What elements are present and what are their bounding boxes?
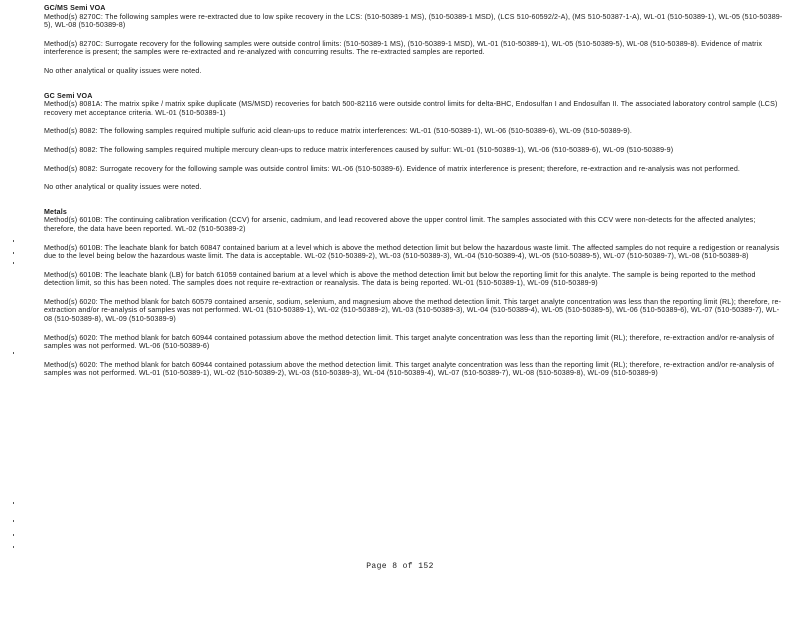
paragraph: No other analytical or quality issues were noted. bbox=[44, 183, 202, 192]
margin-mark bbox=[13, 520, 14, 522]
paragraph: Method(s) 8081A: The matrix spike / matrix spike duplicate (MS/MSD) recoveries for batch 500-82116 were outside control limits for delta-BHC, Endosulfan I and Endosulfan II. The associated laboratory control sample (LCS) recovery met acceptance criteria. WL-01 (510-50389-1) bbox=[44, 100, 778, 117]
section-gcms-semi-voa bbox=[44, 4, 784, 76]
margin-mark bbox=[13, 352, 14, 354]
paragraph: Method(s) 8082: The following samples required multiple mercury clean-ups to reduce matrix interferences caused by sulfur: WL-01 (510-50389-1), WL-06 (510-50389-6), WL-09 (510-50389-9) bbox=[44, 145, 674, 154]
paragraph: Method(s) 6020: The method blank for batch 60579 contained arsenic, sodium, selenium, and magnesium above the method detection limit. This target analyte concentration was less than the reporting limit (RL); therefore, re-extraction and/or re-analysis of samples was not performed. WL-01 (510-50389-1), WL-02 (510-50389-2), WL-03 (510-50389-3), WL-04 (510-50389-4), WL-05 (510-50389-5), WL-06 (510-50389-6), WL-07 (510-50389-7), WL-08 (510-50389-8), WL-09 (510-50389-9) bbox=[44, 297, 782, 324]
paragraph: Method(s) 8082: Surrogate recovery for the following sample was outside control limits: WL-06 (510-50389-6). Evidence of matrix interference is present; therefore, re-extraction and re-analysis was not performed. bbox=[44, 164, 741, 173]
paragraph: Method(s) 6010B: The continuing calibration verification (CCV) for arsenic, cadmium, and lead recovered above the upper control limit. The samples associated with this CCV were non-detects for the affected analytes; therefore, the data have been reported. WL-02 (510-50389-2) bbox=[44, 216, 756, 233]
margin-mark bbox=[13, 252, 14, 254]
margin-mark bbox=[13, 502, 14, 504]
paragraph: Method(s) 6010B: The leachate blank (LB) for batch 61059 contained barium at a level which is above the method detection limit but below the reporting limit for this analyte. The sample is being reported to the method detection limit, so this has been noted. The samples does not require re-extraction or reanalysis. The data is being reported. WL-01 (510-50389-1), WL-09 (510-50389-9) bbox=[44, 270, 756, 288]
paragraph: Method(s) 8270C: The following samples were re-extracted due to low spike recovery in the LCS: (510-50389-1 MS), (510-50389-1 MSD), (LCS 510-60592/2-A), (MS 510-50387-1-A), WL-01 (510-50389-1), WL-05 (510-50389-5), WL-08 (510-50389-8) bbox=[44, 12, 783, 30]
page-number: Page 8 of 152 bbox=[366, 562, 434, 571]
paragraph: No other analytical or quality issues were noted. bbox=[44, 66, 202, 75]
paragraph: Method(s) 6020: The method blank for batch 60944 contained potassium above the method detection limit. This target analyte concentration was less than the reporting limit (RL); therefore, re-extraction and/or re-analysis of samples was not performed. WL-01 (510-50389-1), WL-02 (510-50389-2), WL-03 (510-50389-3), WL-04 (510-50389-4), WL-07 (510-50389-7), WL-08 (510-50389-8), WL-09 (510-50389-9) bbox=[44, 360, 775, 378]
paragraph: Method(s) 8270C: Surrogate recovery for the following samples were outside control limits: (510-50389-1 MS), (510-50389-1 MSD), WL-01 (510-50389-1), WL-05 (510-50389-5), WL-08 (510-50389-8). Evidence of matrix interference is present; the samples were re-extracted and re-analyzed with concurring results. The re-extracted samples are reported. bbox=[44, 39, 763, 57]
margin-mark bbox=[13, 262, 14, 264]
margin-mark bbox=[13, 240, 14, 242]
section-heading: GC Semi VOA bbox=[44, 91, 93, 100]
section-heading: Metals bbox=[44, 207, 67, 216]
section-heading: GC/MS Semi VOA bbox=[44, 4, 106, 12]
margin-mark bbox=[13, 534, 14, 536]
paragraph: Method(s) 6010B: The leachate blank for batch 60847 contained barium at a level which is above the method detection limit but below the hazardous waste limit. The affected samples do not require a redigestion or reanalysis due to the level being below the hazardous waste limit. The data is acceptable. WL-02 (510-50389-2), WL-03 (510-50389-3), WL-04 (510-50389-4), WL-05 (510-50389-5), WL-07 (510-50389-7), WL-08 (510-50389-8) bbox=[44, 243, 780, 261]
case-narrative-page bbox=[44, 0, 784, 388]
section-metals bbox=[44, 208, 784, 378]
section-gc-semi-voa bbox=[44, 92, 784, 192]
paragraph: Method(s) 8082: The following samples required multiple sulfuric acid clean-ups to reduce matrix interferences: WL-01 (510-50389-1), WL-06 (510-50389-6), WL-09 (510-50389-9). bbox=[44, 127, 633, 136]
margin-mark bbox=[13, 546, 14, 548]
paragraph: Method(s) 6020: The method blank for batch 60944 contained potassium above the method detection limit. This target analyte concentration was less than the reporting limit (RL); therefore, re-extraction and/or re-analysis of samples was not performed. WL-06 (510-50389-6) bbox=[44, 333, 775, 351]
